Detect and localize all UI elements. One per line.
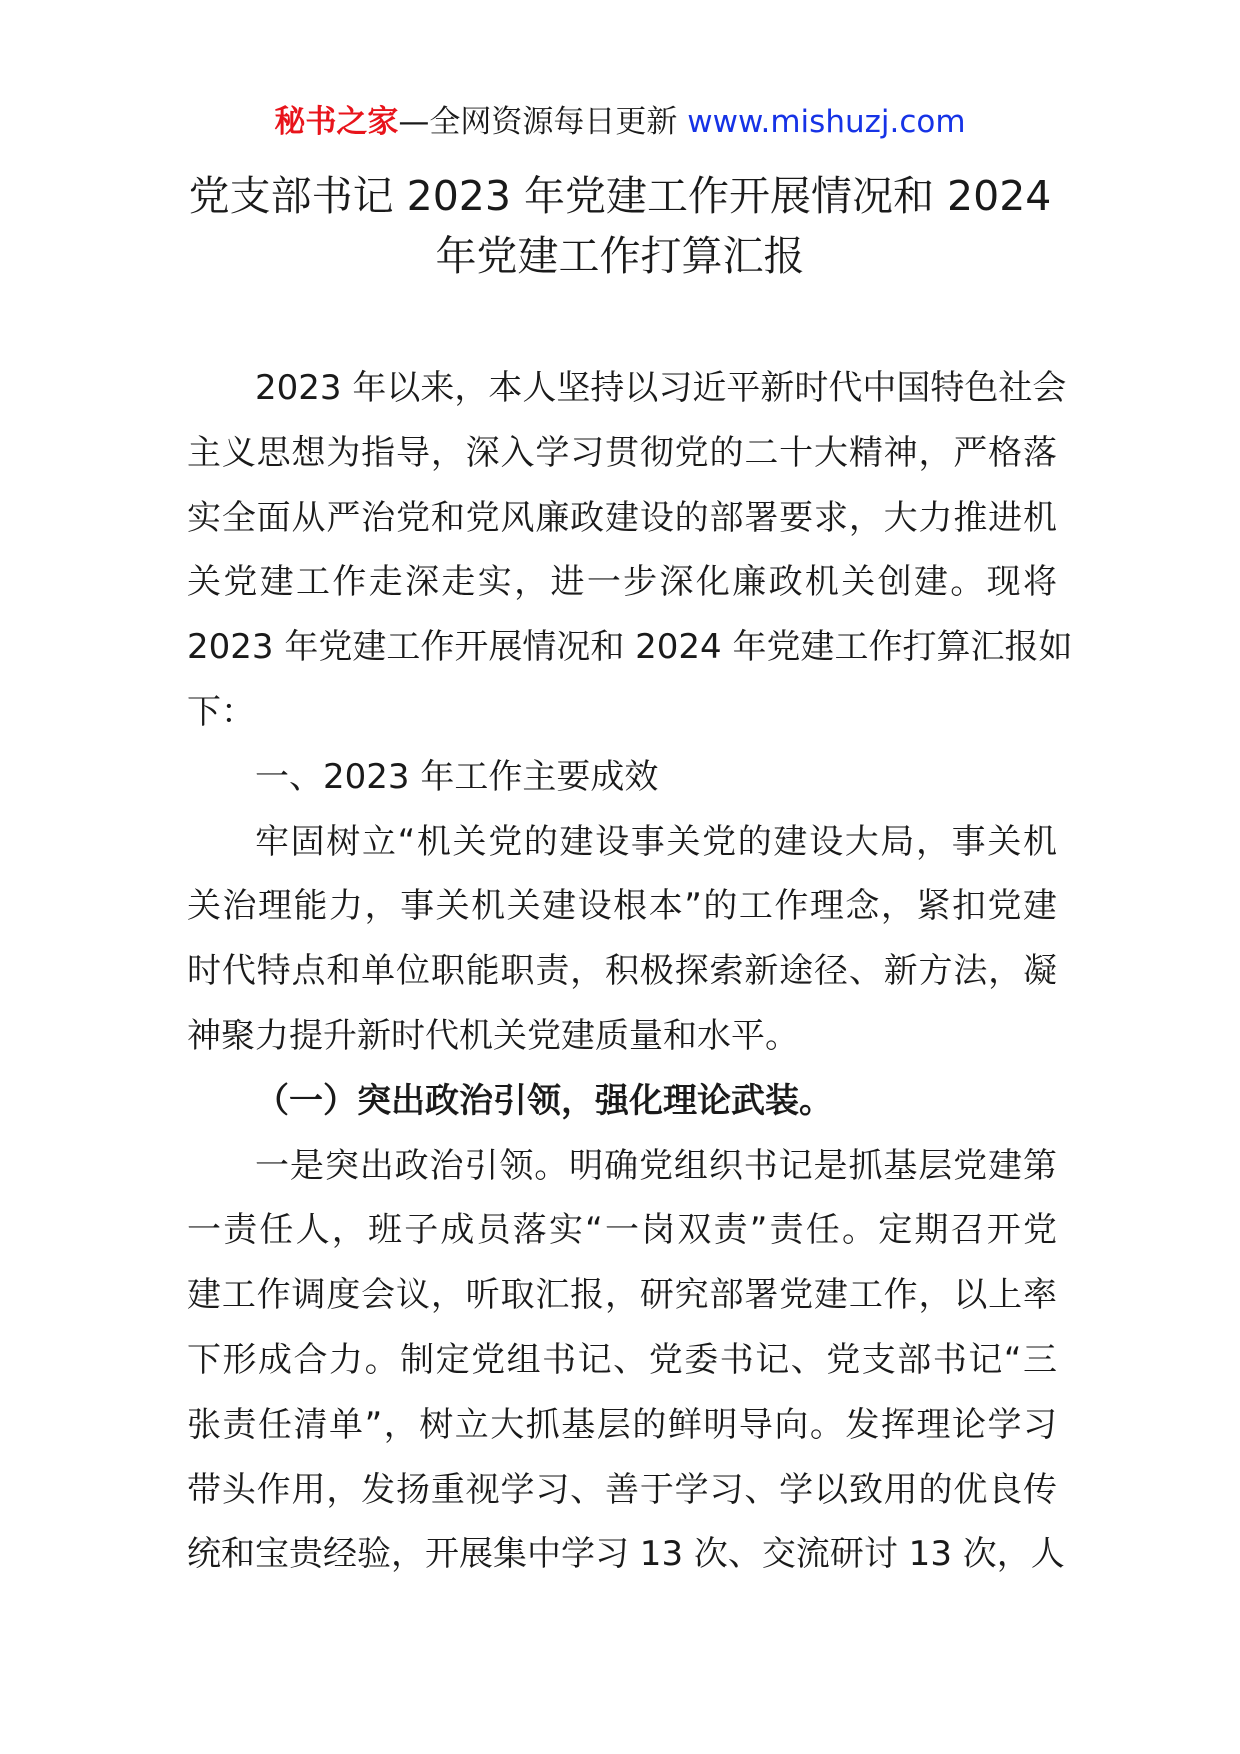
body-line: 建工作调度会议，听取汇报，研究部署党建工作，以上率 <box>187 1275 1057 1316</box>
site-url-link[interactable]: www.mishuzj.com <box>687 104 966 140</box>
title-line-2: 年党建工作打算汇报 <box>435 232 805 280</box>
body-line: 主义思想为指导，深入学习贯彻党的二十大精神，严格落 <box>187 432 1057 473</box>
body-line: 神聚力提升新时代机关党建质量和水平。 <box>187 1015 799 1056</box>
body-line: 时代特点和单位职能职责，积极探索新途径、新方法，凝 <box>187 951 1057 992</box>
document-title <box>160 166 1080 286</box>
body-line: 下： <box>187 691 255 732</box>
body-line: 带头作用，发扬重视学习、善于学习、学以致用的优良传 <box>187 1469 1057 1510</box>
body-line: 一是突出政治引领。明确党组织书记是抓基层党建第 <box>255 1145 1057 1186</box>
body-line: 下形成合力。制定党组书记、党委书记、党支部书记“三 <box>187 1339 1057 1380</box>
site-header <box>0 100 1240 144</box>
title-line-1: 党支部书记 2023 年党建工作开展情况和 2024 <box>188 172 1052 220</box>
body-line: 张责任清单”，树立大抓基层的鲜明导向。发挥理论学习 <box>187 1404 1057 1445</box>
body-line: 2023 年党建工作开展情况和 2024 年党建工作打算汇报如 <box>187 627 1073 668</box>
section-heading: 一、2023 年工作主要成效 <box>255 756 659 797</box>
subsection-heading: （一）突出政治引领，强化理论武装。 <box>255 1080 833 1121</box>
body-line: 牢固树立“机关党的建设事关党的建设大局，事关机 <box>255 821 1057 862</box>
site-brand: 秘书之家 <box>274 104 399 140</box>
body-line: 2023 年以来，本人坚持以习近平新时代中国特色社会 <box>255 368 1067 408</box>
body-line: 关治理能力，事关机关建设根本”的工作理念，紧扣党建 <box>187 886 1057 927</box>
body-line: 关党建工作走深走实，进一步深化廉政机关创建。现将 <box>187 562 1057 603</box>
body-line: 实全面从严治党和党风廉政建设的部署要求，大力推进机 <box>187 497 1057 538</box>
body-line: 统和宝贵经验，开展集中学习 13 次、交流研讨 13 次，人 <box>187 1534 1065 1575</box>
document-body <box>187 356 1073 1587</box>
site-tagline: —全网资源每日更新 <box>398 104 688 140</box>
body-line: 一责任人，班子成员落实“一岗双责”责任。定期召开党 <box>187 1210 1057 1251</box>
